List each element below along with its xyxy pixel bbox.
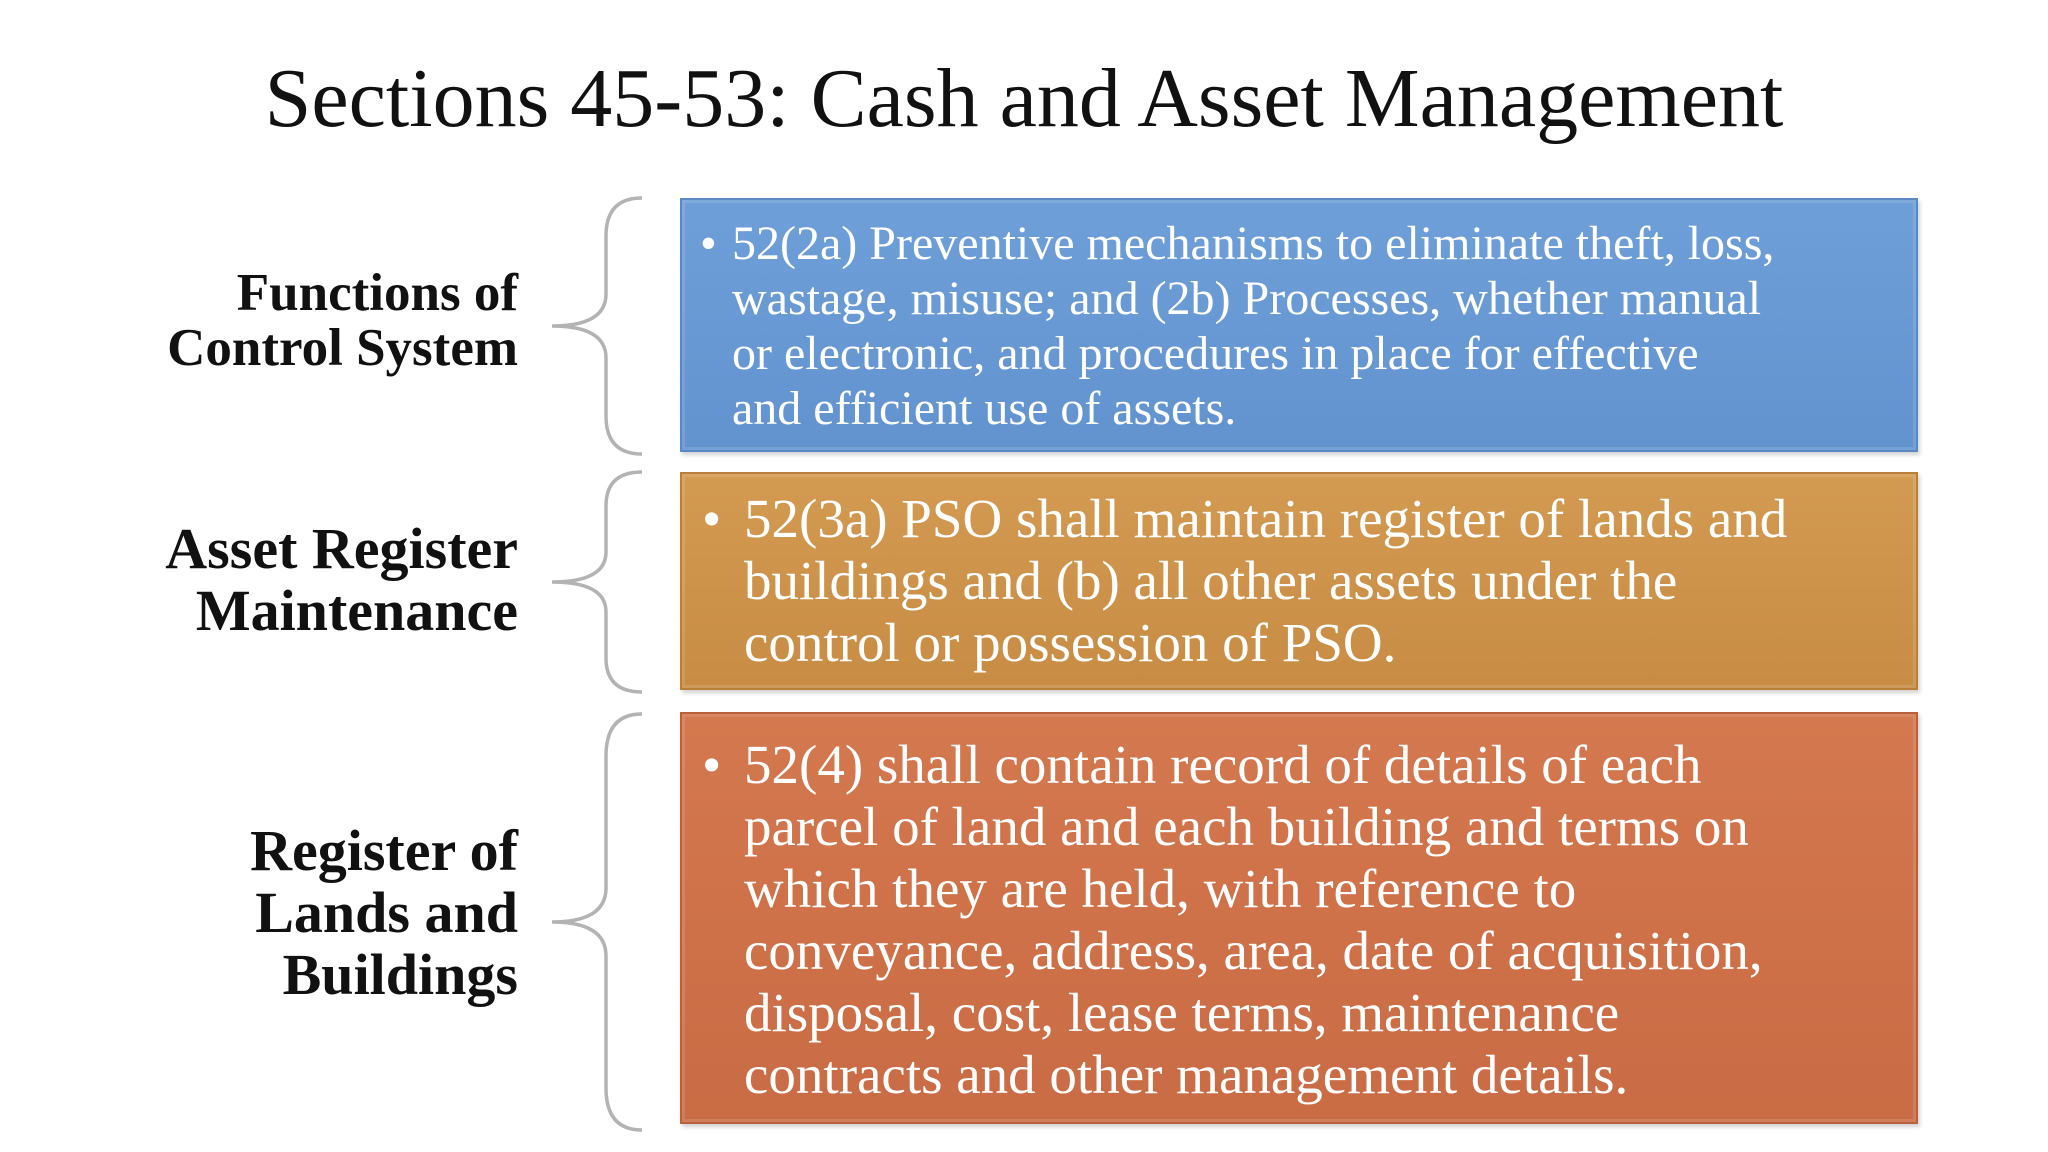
text-line: conveyance, address, area, date of acquisition, xyxy=(744,920,1763,981)
content-box-lands-and-buildings xyxy=(680,712,1918,1124)
brace-icon xyxy=(548,712,648,1132)
text-line: disposal, cost, lease terms, maintenance xyxy=(744,982,1620,1043)
content-box-control-system xyxy=(680,198,1918,452)
content-box-asset-register xyxy=(680,472,1918,690)
text-line: contracts and other management details. xyxy=(744,1044,1629,1105)
text-line: wastage, misuse; and (2b) Processes, whether manual xyxy=(732,272,1762,325)
label-line: Functions of xyxy=(236,264,518,322)
text-line: control or possession of PSO. xyxy=(744,612,1397,673)
text-line: or electronic, and procedures in place for effective xyxy=(732,327,1699,380)
slide-title: Sections 45-53: Cash and Asset Management xyxy=(264,52,1784,145)
bullet-icon: • xyxy=(700,217,717,270)
label-line: Asset Register xyxy=(165,516,518,581)
text-line: 52(2a) Preventive mechanisms to eliminate theft, loss, xyxy=(732,217,1775,270)
bullet-icon: • xyxy=(702,488,722,549)
label-line: Lands and xyxy=(255,880,518,945)
text-line: and efficient use of assets. xyxy=(732,382,1237,435)
bullet-icon: • xyxy=(702,734,722,795)
label-line: Buildings xyxy=(282,942,518,1007)
label-functions-of-control-system xyxy=(167,266,518,376)
brace-icon xyxy=(548,196,648,456)
text-line: 52(3a) PSO shall maintain register of lands and xyxy=(744,488,1788,549)
label-line: Register of xyxy=(250,818,518,883)
text-line: parcel of land and each building and terms on xyxy=(744,796,1749,857)
text-line: 52(4) shall contain record of details of each xyxy=(744,734,1702,795)
label-line: Control System xyxy=(167,319,518,377)
label-asset-register-maintenance xyxy=(165,518,518,642)
label-line: Maintenance xyxy=(195,578,518,643)
label-register-of-lands-and-buildings xyxy=(250,820,518,1006)
text-line: which they are held, with reference to xyxy=(744,858,1577,919)
text-line: buildings and (b) all other assets under the xyxy=(744,550,1678,611)
brace-icon xyxy=(548,470,648,694)
